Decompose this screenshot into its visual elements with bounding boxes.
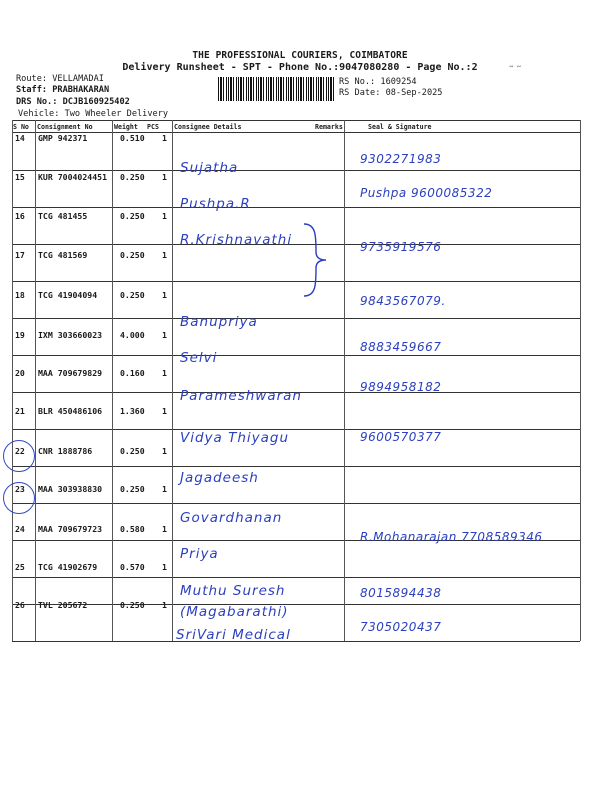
barcode <box>218 77 336 101</box>
row-signature-handwritten: 9843567079. <box>360 294 446 308</box>
row-consignment: TCG 41904094 <box>38 290 98 300</box>
drs-label: DRS No.: DCJB160925402 <box>16 97 130 107</box>
table-header-border <box>12 132 580 133</box>
row-consignee-handwritten: Pushpa.R <box>180 196 251 212</box>
row-weight: 0.580 <box>120 524 145 534</box>
row-border <box>12 429 580 430</box>
rs-number: RS No.: 1609254 <box>339 77 417 87</box>
row-signature-handwritten: 8015894438 <box>360 586 442 600</box>
row-border <box>12 604 580 605</box>
row-signature-handwritten: 7305020437 <box>360 620 442 634</box>
row-pcs: 1 <box>162 600 167 610</box>
row-consignment: MAA 709679723 <box>38 524 103 534</box>
col-border <box>580 120 581 641</box>
row-signature-handwritten: 9894958182 <box>360 380 442 394</box>
row-pcs: 1 <box>162 368 167 378</box>
row-pcs: 1 <box>162 524 167 534</box>
row-signature-handwritten: 9600570377 <box>360 430 442 444</box>
row-sno: 18 <box>15 290 25 300</box>
row-consignee-handwritten: R.Krishnavathi <box>180 232 293 248</box>
row-pcs: 1 <box>162 250 167 260</box>
row-consignment: IXM 303660023 <box>38 330 103 340</box>
row-signature-handwritten: Pushpa 9600085322 <box>360 186 493 200</box>
row-border <box>12 355 580 356</box>
row-border <box>12 170 580 171</box>
row-consignee-handwritten: Vidya Thiyagu <box>180 430 290 446</box>
row-signature-handwritten: R.Mohanarajan 7708589346 <box>360 530 543 544</box>
row-pcs: 1 <box>162 133 167 143</box>
col-border <box>344 120 345 641</box>
col-border <box>112 120 113 641</box>
row-consignment: MAA 709679829 <box>38 368 103 378</box>
row-weight: 0.510 <box>120 133 145 143</box>
company-title: THE PROFESSIONAL COURIERS, COIMBATORE <box>192 50 408 61</box>
corner-mark: ˜˜ <box>508 64 524 77</box>
row-pcs: 1 <box>162 211 167 221</box>
ink-circle-row-22 <box>3 440 35 472</box>
table-top-border <box>12 120 580 121</box>
row-consignment: KUR 7004024451 <box>38 172 108 182</box>
row-sno: 26 <box>15 600 25 610</box>
row-consignment: CNR 1888786 <box>38 446 93 456</box>
row-consignment: TVL 205672 <box>38 600 88 610</box>
row-sno: 22 <box>15 446 25 456</box>
row-signature-handwritten: 8883459667 <box>360 340 442 354</box>
row-pcs: 1 <box>162 562 167 572</box>
row-border <box>12 244 580 245</box>
vehicle-label: Vehicle: Two Wheeler Delivery <box>18 109 169 119</box>
row-border <box>12 503 580 504</box>
row-pcs: 1 <box>162 406 167 416</box>
row-border <box>12 318 580 319</box>
row-sno: 15 <box>15 172 25 182</box>
col-header-sno: S No <box>13 123 29 131</box>
row-pcs: 1 <box>162 172 167 182</box>
row-sno: 17 <box>15 250 25 260</box>
col-border <box>172 120 173 641</box>
row-signature-handwritten: 9735919576 <box>360 240 442 254</box>
row-weight: 0.160 <box>120 368 145 378</box>
row-sno: 24 <box>15 524 25 534</box>
rs-date: RS Date: 08-Sep-2025 <box>339 88 443 98</box>
row-consignee-handwritten: Selvi <box>180 350 218 366</box>
col-border <box>12 120 13 641</box>
row-weight: 0.250 <box>120 446 145 456</box>
row-weight: 0.250 <box>120 211 145 221</box>
row-signature-handwritten: 9302271983 <box>360 152 442 166</box>
col-header-signature: Seal & Signature <box>368 123 432 131</box>
row-consignment: TCG 41902679 <box>38 562 98 572</box>
row-consignment: BLR 450486106 <box>38 406 103 416</box>
runsheet-subtitle: Delivery Runsheet - SPT - Phone No.:9047080280 - Page No.:2 <box>122 62 478 73</box>
extra-consignee-note: SriVari Medical <box>176 627 291 643</box>
row-weight: 4.000 <box>120 330 145 340</box>
route-label: Route: VELLAMADAI <box>16 74 104 84</box>
col-header-consignment: Consignment No <box>37 123 93 131</box>
row-weight: 0.250 <box>120 250 145 260</box>
col-border <box>35 120 36 641</box>
row-consignment: TCG 481569 <box>38 250 88 260</box>
row-weight: 0.250 <box>120 484 145 494</box>
row-sno: 16 <box>15 211 25 221</box>
ink-circle-row-23 <box>3 482 35 514</box>
staff-label: Staff: PRABHAKARAN <box>16 85 110 95</box>
row-sno: 23 <box>15 484 25 494</box>
row-border <box>12 281 580 282</box>
col-header-weight: Weight <box>114 123 138 131</box>
col-header-remarks: Remarks <box>315 123 343 131</box>
ink-brace <box>300 222 330 298</box>
row-consignee-handwritten: Priya <box>180 546 219 562</box>
table-bottom-border <box>12 641 580 642</box>
row-consignee-handwritten: Sujatha <box>180 160 239 176</box>
row-weight: 0.570 <box>120 562 145 572</box>
row-pcs: 1 <box>162 446 167 456</box>
row-sno: 20 <box>15 368 25 378</box>
row-border <box>12 577 580 578</box>
row-sno: 25 <box>15 562 25 572</box>
row-weight: 0.250 <box>120 600 145 610</box>
col-header-consignee: Consignee Details <box>174 123 242 131</box>
row-consignment: MAA 303938830 <box>38 484 103 494</box>
row-sno: 19 <box>15 330 25 340</box>
col-header-pcs: PCS <box>147 123 159 131</box>
row-border <box>12 207 580 208</box>
row-weight: 0.250 <box>120 172 145 182</box>
row-border <box>12 466 580 467</box>
row-consignee-handwritten: Muthu Suresh <box>180 583 286 599</box>
row-consignee-handwritten: Jagadeesh <box>180 470 259 486</box>
row-consignment: GMP 942371 <box>38 133 88 143</box>
row-consignee-handwritten: (Magabarathi) <box>180 604 289 620</box>
row-consignee-handwritten: Govardhanan <box>180 510 283 526</box>
row-consignee-handwritten: Parameshwaran <box>180 388 302 404</box>
row-weight: 1.360 <box>120 406 145 416</box>
row-consignment: TCG 481455 <box>38 211 88 221</box>
row-pcs: 1 <box>162 290 167 300</box>
row-pcs: 1 <box>162 330 167 340</box>
row-sno: 14 <box>15 133 25 143</box>
row-weight: 0.250 <box>120 290 145 300</box>
row-sno: 21 <box>15 406 25 416</box>
row-consignee-handwritten: Banupriya <box>180 314 258 330</box>
row-pcs: 1 <box>162 484 167 494</box>
